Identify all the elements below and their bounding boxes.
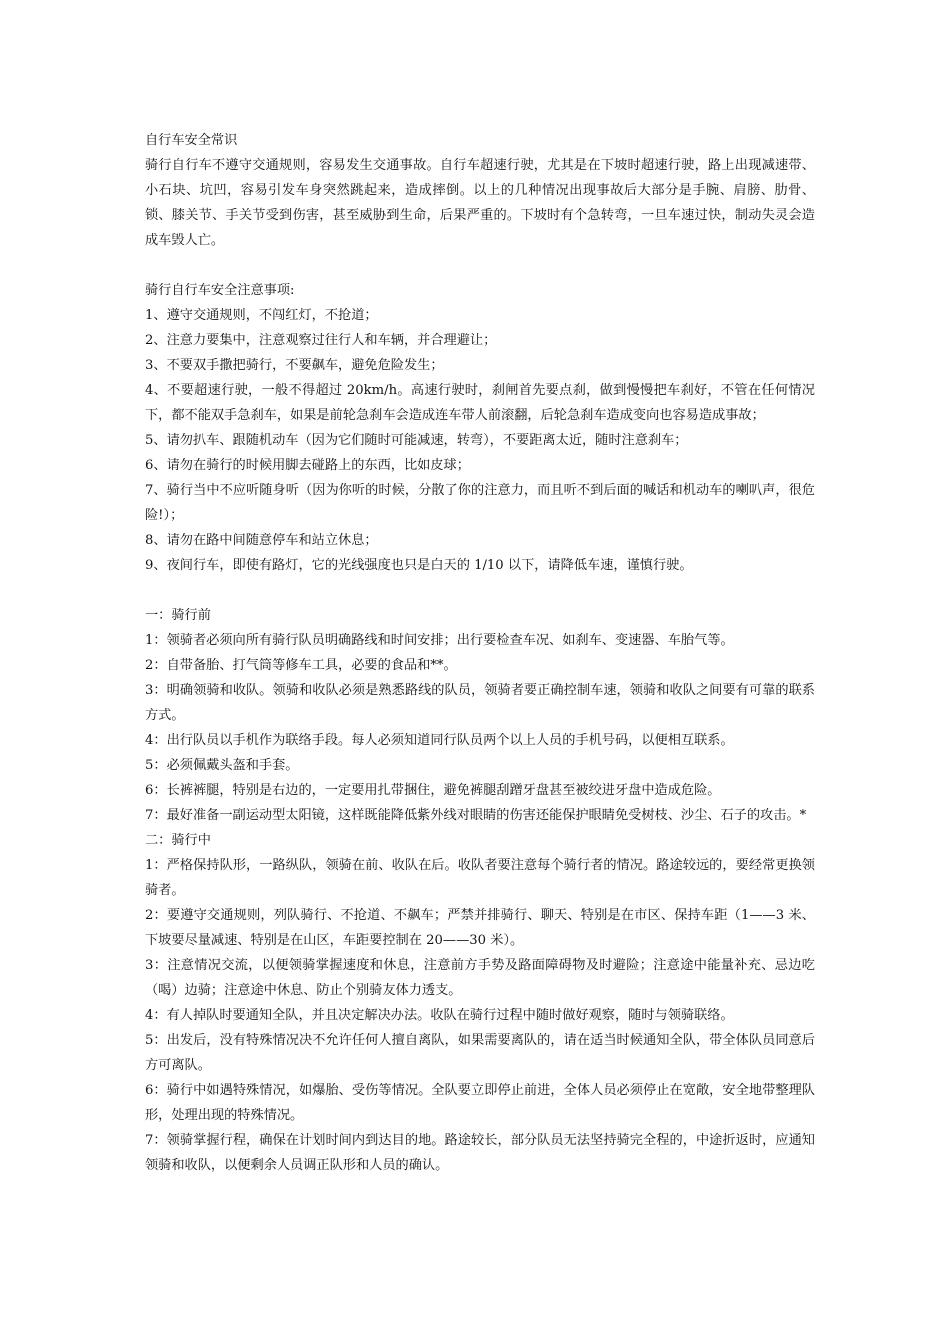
section-item: 5：出发后，没有特殊情况决不允许任何人擅自离队，如果需要离队的，请在适当时候通知全队，带全体队员同意后方可离队。	[145, 1033, 815, 1073]
section-item: 6：长裤裤腿，特别是右边的，一定要用扎带捆住，避免裤腿刮蹭牙盘甚至被绞进牙盘中造成危险。	[145, 783, 721, 798]
section-item: 3：明确领骑和收队。领骑和收队必须是熟悉路线的队员，领骑者要正确控制车速，领骑和收队之间要有可靠的联系方式。	[145, 683, 815, 723]
section-item: 5：必须佩戴头盔和手套。	[145, 758, 299, 773]
notes-item: 9、夜间行车，即使有路灯，它的光线强度也只是白天的 1/10 以下，请降低车速，谨慎行驶。	[145, 558, 693, 573]
notes-item: 6、请勿在骑行的时候用脚去碰路上的东西，比如皮球；	[145, 458, 470, 473]
section-item: 1：严格保持队形，一路纵队，领骑在前、收队在后。收队者要注意每个骑行者的情况。路途较远的，要经常更换领骑者。	[145, 858, 815, 898]
notes-item: 1、遵守交通规则，不闯红灯，不抢道；	[145, 308, 378, 323]
notes-item: 3、不要双手撒把骑行，不要飙车，避免危险发生；	[145, 358, 444, 373]
section-item: 6：骑行中如遇特殊情况，如爆胎、受伤等情况。全队要立即停止前进，全体人员必须停止在宽敞，安全地带整理队形，处理出现的特殊情况。	[145, 1083, 815, 1123]
document-title: 自行车安全常识	[145, 133, 238, 148]
notes-item: 5、请勿扒车、跟随机动车（因为它们随时可能减速，转弯），不要距离太近，随时注意刹车；	[145, 433, 688, 448]
section-item: 7：领骑掌握行程，确保在计划时间内到达目的地。路途较长，部分队员无法坚持骑完全程的，中途折返时，应通知领骑和收队，以便剩余人员调正队形和人员的确认。	[145, 1133, 815, 1173]
intro-paragraph: 骑行自行车不遵守交通规则，容易发生交通事故。自行车超速行驶，尤其是在下坡时超速行驶，路上出现减速带、小石块、坑凹，容易引发车身突然跳起来，造成摔倒。以上的几种情况出现事故后大部分是手腕、肩膀、肋骨、锁、膝关节、手关节受到伤害，甚至威胁到生命，后果严重的。下坡时有个急转弯，一旦车速过快，制动失灵会造成车毁人亡。	[145, 158, 815, 248]
section-item: 1：领骑者必须向所有骑行队员明确路线和时间安排；出行要检查车况、如刹车、变速器、车胎气等。	[145, 633, 734, 648]
blank-line	[145, 253, 815, 278]
notes-heading: 骑行自行车安全注意事项:	[145, 283, 295, 298]
notes-item: 8、请勿在路中间随意停车和站立休息；	[145, 533, 378, 548]
section-item: 3：注意情况交流，以便领骑掌握速度和休息，注意前方手势及路面障碍物及时避险；注意途中能量补充、忌边吃（喝）边骑；注意途中休息、防止个别骑友体力透支。	[145, 958, 815, 998]
notes-item: 4、不要超速行驶，一般不得超过 20km/h。高速行驶时，刹闸首先要点刹，做到慢慢把车刹好，不管在任何情况下，都不能双手急刹车，如果是前轮急刹车会造成连车带人前滚翻，后轮急刹车造成变向也容易造成事故；	[145, 383, 815, 423]
section-heading-during-ride: 二：骑行中	[145, 833, 211, 848]
section-heading-before-ride: 一：骑行前	[145, 608, 211, 623]
notes-item: 2、注意力要集中，注意观察过往行人和车辆，并合理避让；	[145, 333, 497, 348]
section-item: 7：最好准备一副运动型太阳镜，这样既能降低紫外线对眼睛的伤害还能保护眼睛免受树枝、沙尘、石子的攻击。*	[145, 808, 807, 823]
section-item: 2：要遵守交通规则，列队骑行、不抢道、不飙车；严禁并排骑行、聊天、特别是在市区、保持车距（1——3 米、下坡要尽量减速、特别是在山区，车距要控制在 20——30 米）。	[145, 908, 815, 948]
section-item: 4：出行队员以手机作为联络手段。每人必须知道同行队员两个以上人员的手机号码，以便相互联系。	[145, 733, 734, 748]
section-item: 4：有人掉队时要通知全队，并且决定解决办法。收队在骑行过程中随时做好观察，随时与领骑联络。	[145, 1008, 734, 1023]
blank-line	[145, 578, 815, 603]
notes-item: 7、骑行当中不应听随身听（因为你听的时候，分散了你的注意力，而且听不到后面的喊话和机动车的喇叭声，很危险!）；	[145, 483, 815, 523]
section-item: 2：自带备胎、打气筒等修车工具，必要的食品和**。	[145, 658, 457, 673]
document-page	[145, 128, 815, 1178]
